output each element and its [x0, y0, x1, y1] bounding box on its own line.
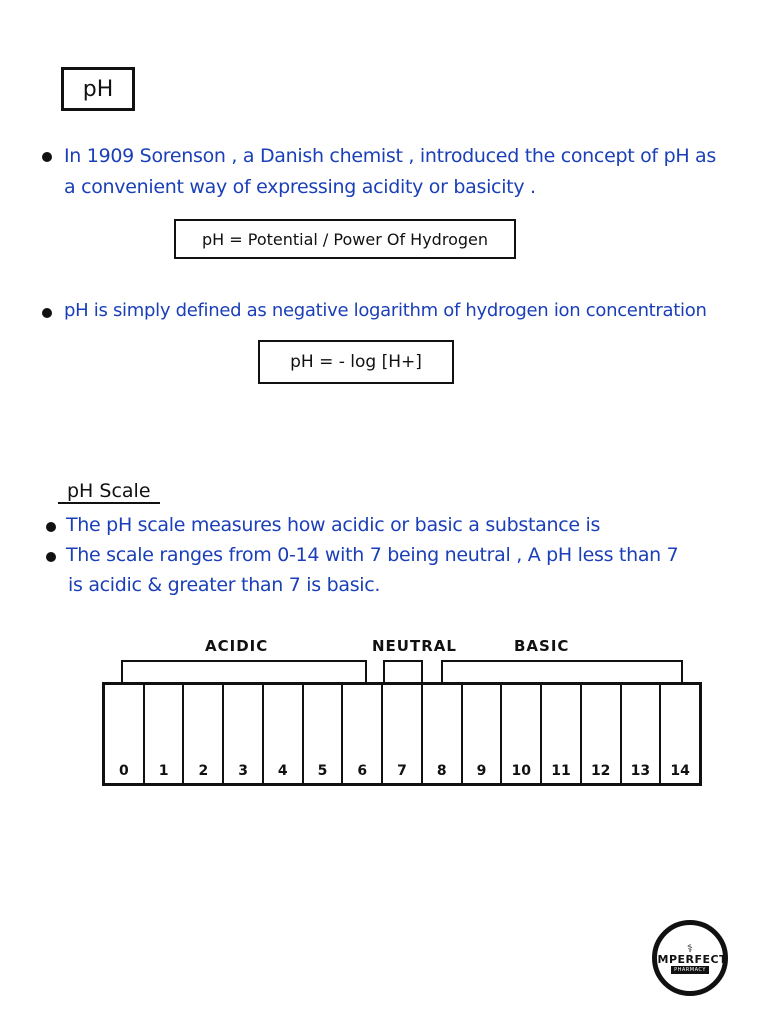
bullet-dot: [42, 308, 52, 318]
caduceus-icon: ⚕: [687, 941, 693, 955]
formula-ph-definition-text: pH = Potential / Power Of Hydrogen: [201, 229, 488, 249]
scale-cell: [145, 685, 185, 783]
imperfect-pharmacy-logo: [652, 920, 728, 996]
bullet-dot: [46, 522, 56, 532]
scale-cell: [463, 685, 503, 783]
scale-number: 14: [670, 763, 690, 779]
scale-cell: [304, 685, 344, 783]
scale-bullet-2-line-2: is acidic & greater than 7 is basic.: [68, 574, 381, 596]
scale-cell: [502, 685, 542, 783]
scale-number: 13: [630, 763, 651, 779]
scale-number: 2: [198, 763, 209, 779]
scale-number: 11: [551, 763, 571, 779]
label-acidic: ACIDIC: [205, 637, 269, 655]
scale-number: 6: [357, 763, 368, 779]
scale-number: 12: [590, 763, 611, 779]
page-title-text: pH: [82, 76, 114, 102]
bullet-dot: [46, 552, 56, 562]
bracket-basic: [441, 660, 683, 684]
scale-number: 3: [238, 763, 248, 779]
scale-cell: [423, 685, 463, 783]
heading-underline: [58, 502, 160, 504]
scale-cell: [661, 685, 699, 783]
scale-number: 1: [158, 763, 169, 779]
page-title: [61, 67, 135, 111]
bracket-neutral: [383, 660, 423, 684]
scale-number: 10: [511, 763, 531, 779]
scale-number: 0: [118, 763, 129, 779]
bullet-dot: [42, 152, 52, 162]
scale-number: 5: [317, 763, 328, 779]
definition-line: pH is simply defined as negative logarithm of hydrogen ion concentration: [64, 300, 707, 321]
scale-cell: [264, 685, 304, 783]
scale-bullet-2-line-1: The scale ranges from 0-14 with 7 being neutral , A pH less than 7: [66, 544, 679, 566]
scale-cell: [383, 685, 423, 783]
formula-ph-log-text: pH = - log [H+]: [290, 352, 422, 372]
scale-cell: [343, 685, 383, 783]
intro-line-2: a convenient way of expressing acidity or basicity .: [64, 176, 536, 198]
logo-subtitle: PHARMACY: [671, 966, 709, 974]
scale-number: 9: [476, 763, 487, 779]
scale-cell: [105, 685, 145, 783]
scale-bullet-1: The pH scale measures how acidic or basic a substance is: [66, 514, 601, 536]
ph-scale-bar: [102, 682, 702, 786]
scale-cell: [542, 685, 582, 783]
scale-number: 8: [436, 763, 447, 779]
scale-number: 4: [277, 763, 288, 779]
scale-cell: [224, 685, 264, 783]
bracket-acidic: [121, 660, 367, 684]
logo-wordmark: IMPERFECT: [652, 952, 728, 966]
label-neutral: NEUTRAL: [372, 637, 457, 655]
formula-ph-log: [258, 340, 454, 384]
scale-number: 7: [397, 763, 407, 779]
label-basic: BASIC: [514, 637, 570, 655]
intro-line-1: In 1909 Sorenson , a Danish chemist , introduced the concept of pH as: [64, 145, 716, 167]
scale-cell: [184, 685, 224, 783]
formula-ph-definition: [174, 219, 516, 259]
scale-cell: [582, 685, 622, 783]
section-heading: pH Scale: [67, 480, 151, 502]
scale-cell: [622, 685, 662, 783]
